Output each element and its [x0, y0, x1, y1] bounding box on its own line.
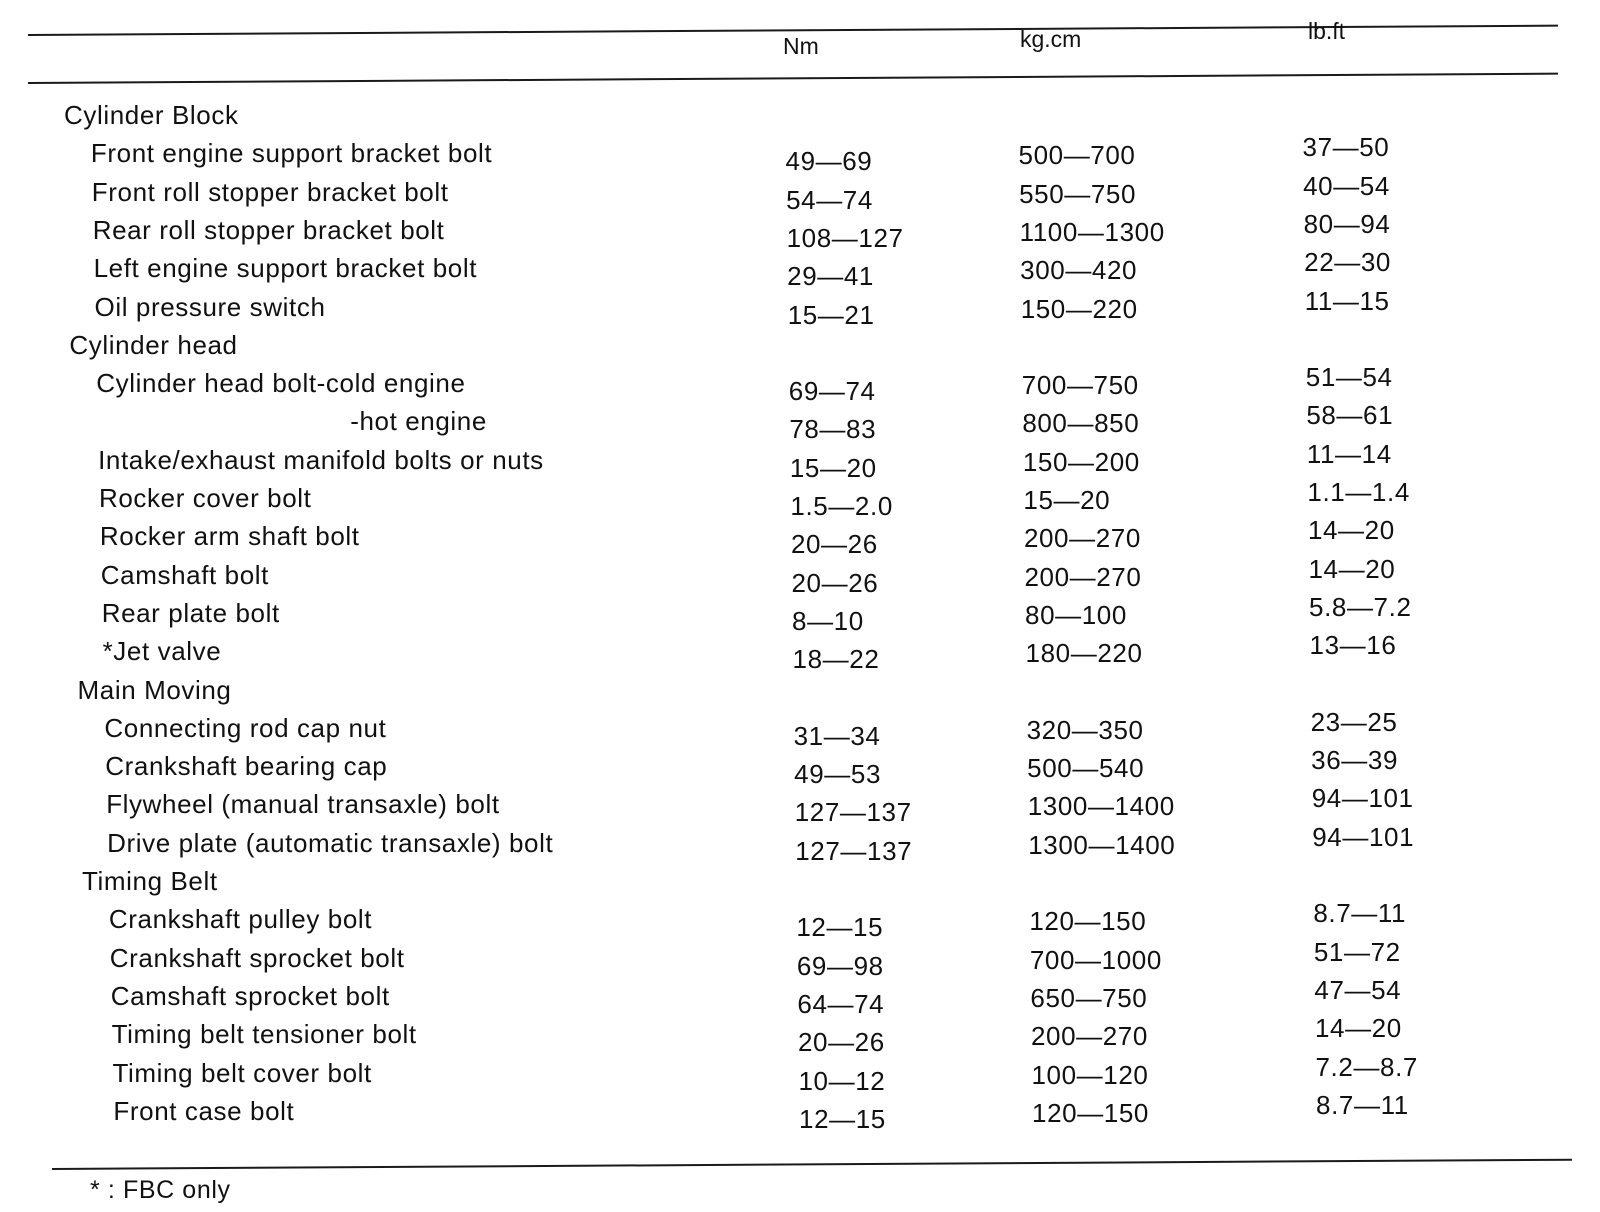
- value-lbft: 7.2—8.7: [1315, 1051, 1418, 1082]
- section-row: [0, 100, 1600, 134]
- value-kgcm: 200—270: [1024, 561, 1142, 592]
- section-title: Timing Belt: [82, 866, 218, 896]
- value-nm: 12—15: [799, 1103, 886, 1134]
- value-nm: 108—127: [786, 222, 904, 253]
- table-row: [0, 477, 1600, 521]
- value-lbft: 40—54: [1303, 170, 1390, 201]
- value-nm: 8—10: [792, 605, 864, 636]
- section-title: Main Moving: [77, 674, 232, 705]
- table-row: [0, 285, 1600, 330]
- value-kgcm: 1100—1300: [1019, 216, 1165, 247]
- value-kgcm: 800—850: [1022, 408, 1140, 439]
- row-label: Front engine support bracket bolt: [90, 138, 493, 169]
- row-label: Front case bolt: [113, 1095, 295, 1126]
- table-row: [0, 1051, 1600, 1096]
- value-lbft: 14—20: [1314, 1013, 1402, 1044]
- bottom-rule: [52, 1159, 1572, 1170]
- value-lbft: 51—54: [1305, 362, 1393, 393]
- value-lbft: 5.8—7.2: [1309, 591, 1412, 622]
- value-nm: 127—137: [795, 835, 913, 866]
- table-row: [0, 745, 1600, 790]
- value-kgcm: 700—750: [1021, 370, 1139, 401]
- row-label: Camshaft sprocket bolt: [110, 980, 390, 1011]
- column-header-lbft: lb.ft: [1308, 18, 1346, 44]
- value-nm: 31—34: [793, 720, 881, 751]
- value-nm: 64—74: [797, 988, 885, 1019]
- value-kgcm: 550—750: [1019, 178, 1137, 209]
- table-row: [0, 706, 1600, 751]
- table-row: [0, 783, 1600, 828]
- value-nm: 15—21: [787, 299, 875, 330]
- value-lbft: 47—54: [1314, 974, 1402, 1005]
- value-nm: 20—26: [797, 1027, 885, 1058]
- section-row: [0, 330, 1600, 364]
- table-row: [0, 515, 1600, 560]
- value-kgcm: 500—700: [1018, 140, 1136, 171]
- value-nm: 127—137: [794, 797, 912, 828]
- table-row: [0, 438, 1600, 483]
- value-lbft: 11—14: [1306, 438, 1392, 469]
- row-label: Crankshaft pulley bolt: [108, 904, 373, 935]
- value-kgcm: 150—200: [1022, 446, 1140, 477]
- row-label: Drive plate (automatic transaxle) bolt: [107, 827, 554, 858]
- table-row: [0, 208, 1600, 253]
- table-row: [0, 936, 1600, 981]
- value-nm: 18—22: [792, 644, 880, 675]
- value-lbft: 14—20: [1307, 515, 1395, 546]
- value-kgcm: 300—420: [1020, 255, 1138, 286]
- section-title: Cylinder Block: [64, 100, 239, 130]
- row-label: Timing belt tensioner bolt: [111, 1019, 417, 1050]
- row-label: Rear roll stopper bracket bolt: [92, 214, 445, 245]
- value-nm: 69—74: [788, 376, 876, 407]
- value-kgcm: 700—1000: [1029, 944, 1162, 975]
- table-row: [0, 362, 1600, 407]
- row-label: Flywheel (manual transaxle) bolt: [106, 789, 500, 820]
- table-row: [0, 132, 1600, 177]
- table-row: [0, 898, 1600, 943]
- header-rule: [28, 73, 1558, 84]
- value-lbft: 8.7—11: [1316, 1089, 1409, 1120]
- value-lbft: 13—16: [1309, 630, 1397, 661]
- value-lbft: 94—101: [1312, 821, 1415, 852]
- table-row: [0, 1089, 1600, 1134]
- table-row: [0, 974, 1600, 1019]
- value-kgcm: 1300—1400: [1027, 791, 1175, 822]
- value-nm: 29—41: [787, 261, 874, 292]
- section-title: Cylinder head: [69, 329, 238, 360]
- table-row: [0, 553, 1600, 598]
- row-label: Crankshaft sprocket bolt: [109, 942, 405, 973]
- value-lbft: 36—39: [1311, 745, 1399, 776]
- value-kgcm: 320—350: [1026, 714, 1144, 745]
- value-nm: 20—26: [791, 567, 879, 598]
- value-nm: 20—26: [790, 529, 878, 560]
- value-kgcm: 150—220: [1020, 293, 1138, 324]
- value-lbft: 8.7—11: [1313, 898, 1407, 929]
- value-nm: 69—98: [796, 950, 884, 981]
- row-label: Camshaft bolt: [100, 559, 270, 590]
- row-label: Left engine support bracket bolt: [93, 253, 478, 284]
- value-lbft: 14—20: [1308, 553, 1396, 584]
- table-row: [0, 630, 1600, 675]
- value-kgcm: 120—150: [1032, 1097, 1149, 1128]
- value-nm: 1.5—2.0: [790, 491, 893, 521]
- value-kgcm: 180—220: [1025, 638, 1143, 669]
- section-row: [0, 866, 1600, 900]
- value-kgcm: 200—270: [1023, 523, 1141, 554]
- table-row: [0, 821, 1600, 866]
- value-kgcm: 650—750: [1030, 982, 1148, 1013]
- value-kgcm: 1300—1400: [1028, 829, 1176, 860]
- row-label: Cylinder head bolt-cold engine: [96, 368, 466, 399]
- value-nm: 15—20: [789, 452, 877, 483]
- value-kgcm: 15—20: [1023, 485, 1111, 515]
- row-label: -hot engine: [350, 406, 487, 437]
- row-label: Connecting rod cap nut: [104, 712, 387, 743]
- value-nm: 12—15: [796, 912, 884, 943]
- value-kgcm: 80—100: [1025, 599, 1127, 630]
- row-label: Front roll stopper bracket bolt: [91, 176, 449, 207]
- row-label: Crankshaft bearing cap: [105, 751, 388, 782]
- value-lbft: 23—25: [1310, 706, 1398, 737]
- value-nm: 78—83: [789, 414, 877, 445]
- value-nm: 49—69: [785, 146, 873, 177]
- table-row: [0, 591, 1600, 636]
- table-row: [0, 400, 1600, 445]
- value-lbft: 1.1—1.4: [1307, 477, 1410, 507]
- row-label: Rocker cover bolt: [99, 483, 312, 513]
- row-label: Timing belt cover bolt: [112, 1057, 372, 1088]
- value-nm: 10—12: [798, 1065, 886, 1096]
- value-lbft: 58—61: [1306, 400, 1394, 431]
- value-kgcm: 120—150: [1029, 906, 1147, 937]
- value-lbft: 94—101: [1311, 783, 1414, 814]
- value-lbft: 37—50: [1302, 132, 1390, 163]
- row-label: Rocker arm shaft bolt: [99, 521, 360, 552]
- row-label: Oil pressure switch: [94, 291, 326, 322]
- value-kgcm: 200—270: [1030, 1021, 1148, 1052]
- column-header-nm: Nm: [783, 33, 819, 59]
- value-nm: 49—53: [794, 759, 882, 790]
- table-row: [0, 170, 1600, 215]
- column-header-kgcm: kg.cm: [1020, 26, 1082, 52]
- value-kgcm: 100—120: [1031, 1059, 1149, 1090]
- value-lbft: 11—15: [1304, 285, 1390, 316]
- value-lbft: 22—30: [1304, 247, 1391, 278]
- section-row: [0, 675, 1600, 709]
- value-lbft: 51—72: [1313, 936, 1401, 967]
- row-label: Intake/exhaust manifold bolts or nuts: [98, 444, 544, 475]
- value-lbft: 80—94: [1303, 208, 1391, 239]
- value-nm: 54—74: [786, 184, 873, 215]
- row-label: Rear plate bolt: [101, 597, 280, 628]
- row-label: *Jet valve: [102, 636, 222, 667]
- table-row: [0, 247, 1600, 292]
- value-kgcm: 500—540: [1027, 753, 1145, 784]
- table-row: [0, 1013, 1600, 1058]
- footnote: * : FBC only: [90, 1176, 231, 1204]
